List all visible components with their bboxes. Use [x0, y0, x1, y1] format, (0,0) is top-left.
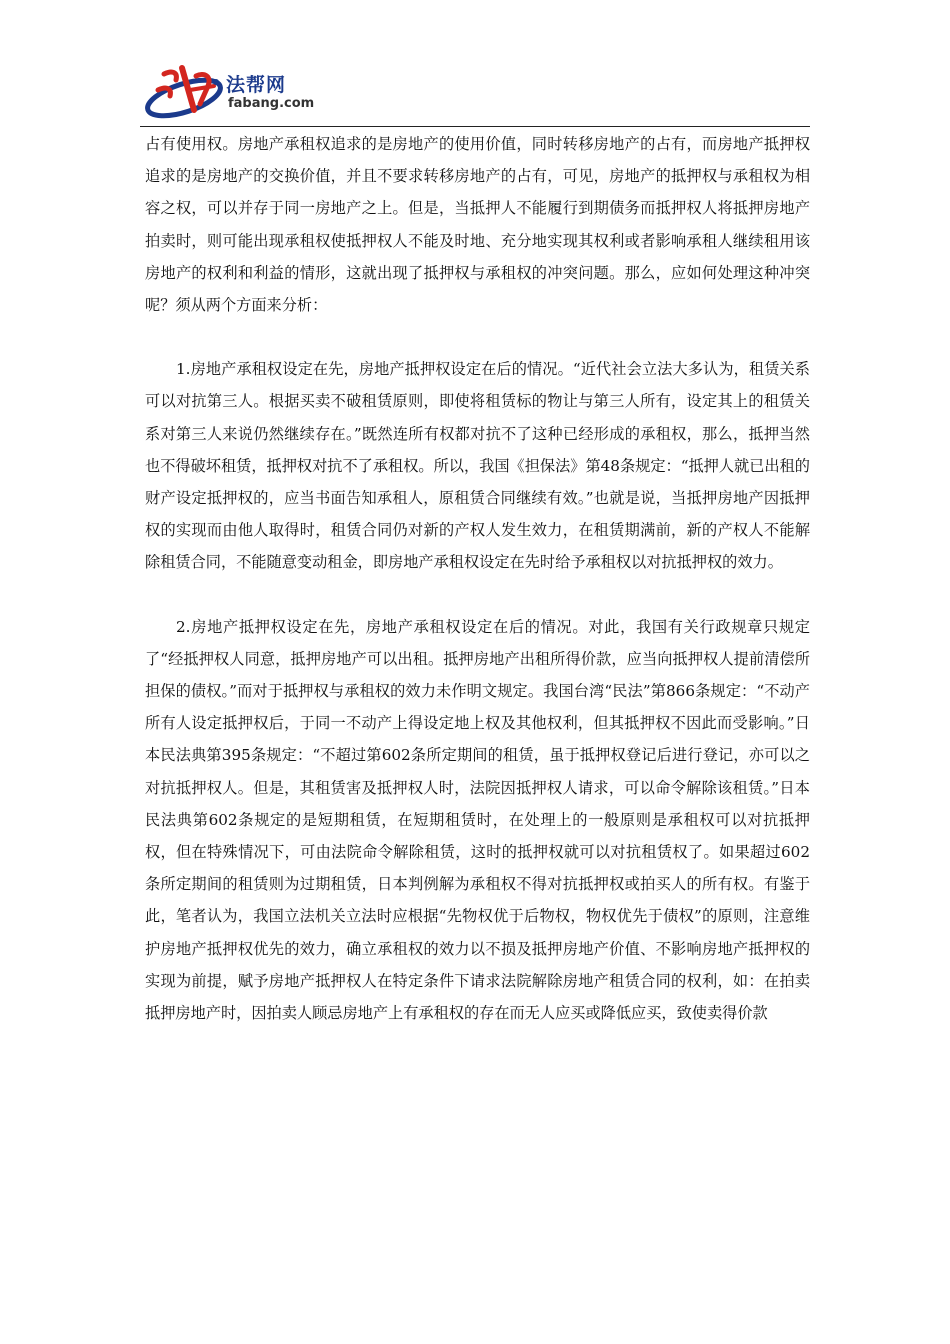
- fabang-logo-icon: [142, 60, 228, 122]
- header-divider: [140, 126, 810, 127]
- logo-name: 法帮网: [226, 74, 287, 96]
- paragraph-gap: [145, 579, 810, 611]
- paragraph-gap: [145, 321, 810, 353]
- page-header: [140, 58, 810, 126]
- paragraph-case-2: 2.房地产抵押权设定在先，房地产承租权设定在后的情况。对此，我国有关行政规章只规定了“经抵押权人同意，抵押房地产可以出租。抵押房地产出租所得价款，应当向抵押权人提前清偿所担保的债权。”而对于抵押权与承租权的效力未作明文规定。我国台湾“民法”第866条规定：“不动产所有人设定抵押权后，于同一不动产上得设定地上权及其他权利，但其抵押权不因此而受影响。”日本民法典第395条规定：“不超过第602条所定期间的租赁，虽于抵押权登记后进行登记，亦可以之对抗抵押权人。但是，其租赁害及抵押权人时，法院因抵押权人请求，可以命令解除该租赁。”日本民法典第602条规定的是短期租赁，在短期租赁时，在处理上的一般原则是承租权可以对抗抵押权，但在特殊情况下，可由法院命令解除租赁，这时的抵押权就可以对抗租赁权了。如果超过602条所定期间的租赁则为过期租赁，日本判例解为承租权不得对抗抵押权或拍买人的所有权。有鉴于此，笔者认为，我国立法机关立法时应根据“先物权优于后物权，物权优先于债权”的原则，注意维护房地产抵押权优先的效力，确立承租权的效力以不损及抵押房地产价值、不影响房地产抵押权的实现为前提，赋予房地产抵押权人在特定条件下请求法院解除房地产租赁合同的权利，如：在拍卖抵押房地产时，因拍卖人顾忌房地产上有承租权的存在而无人应买或降低应买，致使卖得价款: [145, 617, 810, 1023]
- logo-domain: fabang.com: [228, 96, 315, 111]
- document-body: [145, 128, 810, 1029]
- paragraph-case-1: 1.房地产承租权设定在先，房地产抵押权设定在后的情况。“近代社会立法大多认为，租赁关系可以对抗第三人。根据买卖不破租赁原则，即使将租赁标的物让与第三人所有，设定其上的租赁关系对第三人来说仍然继续存在。”既然连所有权都对抗不了这种已经形成的承租权，那么，抵押当然也不得破坏租赁，抵押权对抗不了承租权。所以，我国《担保法》第48条规定：“抵押人就已出租的财产设定抵押权的，应当书面告知承租人，原租赁合同继续有效。”也就是说，当抵押房地产因抵押权的实现而由他人取得时，租赁合同仍对新的产权人发生效力，在租赁期满前，新的产权人不能解除租赁合同，不能随意变动租金，即房地产承租权设定在先时给予承租权以对抗抵押权的效力。: [145, 360, 810, 572]
- paragraph-continuation: 占有使用权。房地产承租权追求的是房地产的使用价值，同时转移房地产的占有，而房地产抵押权追求的是房地产的交换价值，并且不要求转移房地产的占有，可见，房地产的抵押权与承租权为相容之权，可以并存于同一房地产之上。但是，当抵押人不能履行到期债务而抵押权人将抵押房地产拍卖时，则可能出现承租权使抵押权人不能及时地、充分地实现其权利或者影响承租人继续租用该房地产的权利和利益的情形，这就出现了抵押权与承租权的冲突问题。那么，应如何处理这种冲突呢？须从两个方面来分析：: [145, 135, 810, 315]
